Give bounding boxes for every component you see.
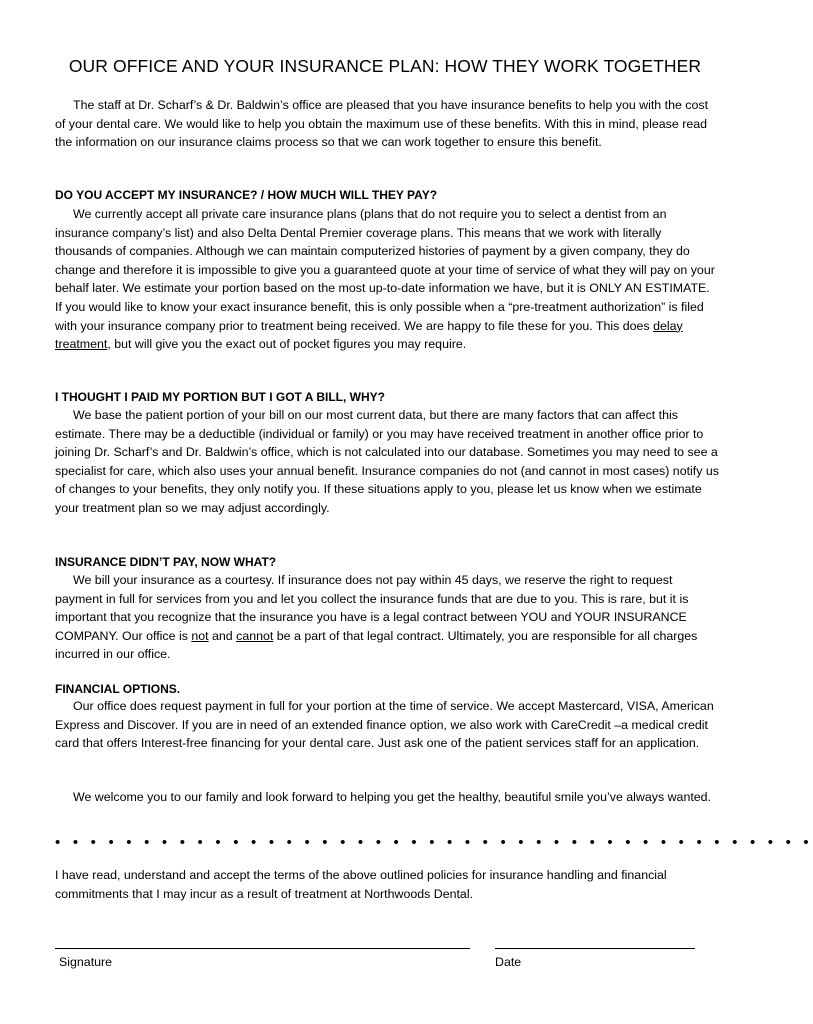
- cannot-underlined: cannot: [236, 628, 274, 643]
- signature-line: [55, 948, 470, 949]
- intro-paragraph: [55, 96, 720, 152]
- section-body-insurance-didnt-pay: We bill your insurance as a courtesy. If insurance does not pay within 45 days, we reserve the right to request payment in full for services from you and let you collect the insurance funds that are due to you. This is rare, but it is important that you recognize that the insurance you have is a legal contract between YOU and YOUR INSURANCE COMPANY. Our office is not and cannot be a part of that legal contract. Ultimately, you are responsible for all charges incurred in our office.: [55, 573, 698, 662]
- date-line: [495, 948, 695, 949]
- date-label: Date: [495, 955, 522, 969]
- delay-treatment-underlined: delay treatment: [55, 318, 683, 352]
- signature-label: Signature: [59, 955, 113, 969]
- section-body-bill: We base the patient portion of your bill on our most current data, but there are many factors that can affect this estimate. There may be a deductible (individual or family) or you may have received treatment in another office prior to joining Dr. Scharf’s and Dr. Baldwin’s office, which is not calculated into our database. Sometimes you may need to see a specialist for care, which also uses your annual benefit. Insurance companies do not (and cannot in most cases) notify us of changes to your benefits, they only notify you. If these situations apply to you, please let us know when we estimate your treatment plan so we may adjust accordingly.: [55, 408, 719, 515]
- section-heading-accept-insurance: DO YOU ACCEPT MY INSURANCE? / HOW MUCH WILL THEY PAY?: [55, 188, 438, 202]
- welcome-paragraph: We welcome you to our family and look forward to helping you get the healthy, beautiful smile you’ve always wanted.: [73, 790, 712, 804]
- intro-text: The staff at Dr. Scharf’s & Dr. Baldwin’s office are pleased that you have insurance benefits to help you with the cost of your dental care. We would like to help you obtain the maximum use of these benefits. With this in mind, please read the information on our insurance claims process so that we can work together to ensure this benefit.: [55, 98, 709, 150]
- bullet-divider: • • • • • • • • • • • • • • • • • • • • • • • • • • • • • • • • • • • • • • • • • • •: [55, 834, 813, 851]
- section-body-accept-insurance: We currently accept all private care insurance plans (plans that do not require you to select a dentist from an insurance company’s list) and also Delta Dental Premier coverage plans. This means that we work with literally thousands of companies. Although we can maintain computerized histories of payment by a given company, they do change and therefore it is impossible to give you a guaranteed quote at your time of service of what they will pay on your behalf later. We estimate your portion based on the most up-to-date information we have, but it is ONLY AN ESTIMATE. If you would like to know your exact insurance benefit, this is only possible when a “pre-treatment authorization” is filed with your insurance company prior to treatment being received. We are happy to file these for you. This does delay treatment, but will give you the exact out of pocket figures you may require.: [55, 207, 715, 352]
- document-title: OUR OFFICE AND YOUR INSURANCE PLAN: HOW THEY WORK TOGETHER: [68, 56, 702, 76]
- section-heading-insurance-didnt-pay: INSURANCE DIDN’T PAY, NOW WHAT?: [55, 555, 277, 569]
- acknowledgement-paragraph: I have read, understand and accept the terms of the above outlined policies for insurance handling and financial commitments that I may incur as a result of treatment at Northwoods Dental.: [55, 868, 667, 901]
- not-underlined: not: [191, 628, 209, 643]
- section-body-financial-options: Our office does request payment in full for your portion at the time of service. We accept Mastercard, VISA, American Express and Discover. If you are in need of an extended finance option, we also work with CareCredit –a medical credit card that offers Interest-free financing for your dental care. Just ask one of the patient services staff for an application.: [55, 699, 714, 751]
- section-heading-bill: I THOUGHT I PAID MY PORTION BUT I GOT A BILL, WHY?: [55, 390, 385, 404]
- section-heading-financial-options: FINANCIAL OPTIONS.: [55, 682, 181, 696]
